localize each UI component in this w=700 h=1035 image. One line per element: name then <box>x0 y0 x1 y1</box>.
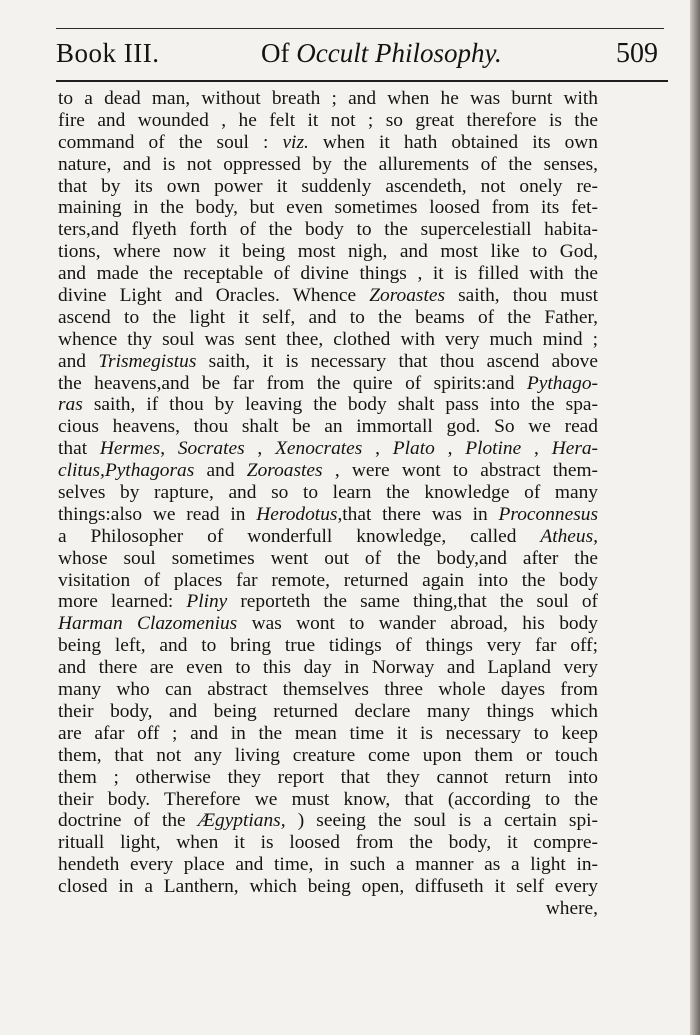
text-segment: rituall light, when it is loosed from the body, it compre- <box>58 832 598 854</box>
text-segment: to a dead man, without breath ; and when he was burnt with <box>58 88 598 109</box>
text-line <box>58 88 598 110</box>
italic-text: Hermes <box>99 438 161 460</box>
text-segment: hendeth every place and time, in such a manner as a light in- <box>58 854 598 876</box>
text-line <box>58 898 598 920</box>
italic-text: Herodotus <box>256 503 338 525</box>
text-segment: and <box>194 460 247 482</box>
text-line <box>58 854 598 876</box>
text-line <box>58 110 598 132</box>
text-segment: , <box>521 438 552 460</box>
text-segment: divine Light and Oracles. Whence <box>58 285 370 307</box>
text-line <box>58 767 598 789</box>
text-segment: , <box>362 438 393 460</box>
italic-text: Plato <box>392 438 435 460</box>
text-segment: things:also we read in <box>58 503 257 525</box>
text-line <box>58 329 598 351</box>
text-line <box>58 176 598 198</box>
text-line <box>58 876 598 898</box>
text-segment: and made the receptable of divine things , it is filled with the <box>58 263 598 285</box>
text-line <box>58 394 598 416</box>
text-segment: more learned: <box>58 591 187 613</box>
top-rule <box>56 28 664 29</box>
text-segment: whose soul sometimes went out of the body,and after the <box>58 547 598 569</box>
text-line <box>58 723 598 745</box>
text-line <box>58 307 598 329</box>
text-segment: when it hath obtained its own <box>308 131 598 153</box>
text-line <box>58 789 598 811</box>
text-line <box>58 263 598 285</box>
text-line <box>58 219 598 241</box>
text-segment: and there are even to this day in Norway and Lapland very <box>58 657 598 679</box>
text-line <box>58 745 598 767</box>
text-segment: nature, and is not oppressed by the allurements of the senses, <box>58 153 598 175</box>
text-segment: their body, and being returned declare many things which <box>58 700 598 722</box>
text-segment: tions, where now it being most nigh, and most like to God, <box>58 241 598 263</box>
text-segment: their body. Therefore we must know, that (according to the <box>58 788 598 810</box>
italic-text: clitus,Pythagoras <box>58 460 195 482</box>
text-line <box>58 482 598 504</box>
text-segment: saith, it is necessary that thou ascend above <box>196 350 598 372</box>
page-number: 509 <box>616 38 658 69</box>
running-header <box>56 30 664 76</box>
text-segment: many who can abstract themselves three whole dayes from <box>58 679 598 701</box>
text-line <box>58 657 598 679</box>
text-line <box>58 810 598 832</box>
text-line <box>58 613 598 635</box>
italic-text: Trismegistus <box>98 350 197 372</box>
text-line <box>58 591 598 613</box>
text-line <box>58 548 598 570</box>
body-text <box>58 88 598 920</box>
text-segment: ,that there was in <box>337 503 499 525</box>
text-line <box>58 504 598 526</box>
header-rule <box>56 80 668 82</box>
italic-text: Ægyptians, <box>197 810 286 832</box>
text-segment: being left, and to bring true tidings of things very far off; <box>58 635 598 657</box>
text-segment: command of the soul : <box>58 131 283 153</box>
text-segment: a Philosopher of wonderfull knowledge, called <box>58 525 541 547</box>
text-segment: visitation of places far remote, returned again into the body <box>58 569 598 591</box>
text-line <box>58 832 598 854</box>
text-line <box>58 197 598 219</box>
text-segment: doctrine of the <box>58 810 198 832</box>
running-title-italic: Occult Philosophy. <box>296 38 502 68</box>
italic-text: Atheus, <box>540 525 598 547</box>
italic-text: Pliny <box>186 591 228 613</box>
text-line <box>58 635 598 657</box>
text-segment: ) seeing the soul is a certain spi- <box>285 810 598 832</box>
text-segment: and <box>58 350 99 372</box>
italic-text: Hera- <box>551 438 599 460</box>
italic-text: Plotine <box>465 438 522 460</box>
text-segment: saith, if thou by leaving the body shalt pass into the spa- <box>82 394 598 416</box>
italic-text: Zoroastes <box>369 285 446 307</box>
text-segment: selves by rapture, and so to learn the knowledge of many <box>58 482 598 504</box>
text-segment: where, <box>545 897 598 919</box>
book-number: Book III. <box>56 38 160 68</box>
text-segment: them ; otherwise they report that they cannot return into <box>58 766 598 788</box>
text-segment: them, that not any living creature come upon them or touch <box>58 744 598 766</box>
text-segment: that <box>58 438 100 460</box>
italic-text: Xenocrates <box>275 438 363 460</box>
text-segment: , <box>434 438 466 460</box>
text-segment: closed in a Lanthern, which being open, diffuseth it self every <box>58 876 598 898</box>
text-line <box>58 132 598 154</box>
text-line <box>58 526 598 548</box>
page-edge-shadow <box>690 0 700 1035</box>
italic-text: Zoroastes <box>246 460 323 482</box>
text-segment: cious heavens, thou shalt be an immortall god. So we read <box>58 416 598 438</box>
text-segment: are afar off ; and in the mean time it is necessary to keep <box>58 722 598 744</box>
italic-text: ras <box>58 394 83 416</box>
running-title <box>261 38 502 69</box>
text-segment: , <box>244 438 276 460</box>
text-segment: the heavens,and be far from the quire of spirits:and <box>58 372 527 394</box>
italic-text: Socrates <box>177 438 245 460</box>
italic-text: Harman Clazomenius <box>58 613 238 635</box>
text-segment: that by its own power it suddenly ascendeth, not onely re- <box>58 175 598 197</box>
text-segment: ters,and flyeth forth of the body to the supercelestiall habita- <box>58 219 598 241</box>
text-segment: fire and wounded , he felt it not ; so great therefore is the <box>58 109 598 131</box>
text-line <box>58 460 598 482</box>
text-segment: was wont to wander abroad, his body <box>237 613 598 635</box>
text-line <box>58 351 598 373</box>
text-line <box>58 679 598 701</box>
italic-text: Proconnesus <box>498 503 598 525</box>
italic-text: Pythago- <box>526 372 598 394</box>
text-segment: ascend to the light it self, and to the beams of the Father, <box>58 306 598 328</box>
text-line <box>58 154 598 176</box>
text-line <box>58 373 598 395</box>
text-line <box>58 701 598 723</box>
text-line <box>58 241 598 263</box>
text-line <box>58 438 598 460</box>
text-line <box>58 285 598 307</box>
text-line <box>58 416 598 438</box>
text-segment: , were wont to abstract them- <box>322 460 598 482</box>
text-segment: saith, thou must <box>445 285 599 307</box>
italic-text: viz. <box>282 131 309 153</box>
text-segment: , <box>160 438 178 460</box>
text-segment: reporteth the same thing,that the soul of <box>227 591 598 613</box>
text-segment: maining in the body, but even sometimes loosed from its fet- <box>58 197 598 219</box>
running-title-prefix: Of <box>261 38 297 68</box>
text-line <box>58 570 598 592</box>
text-segment: whence thy soul was sent thee, clothed with very much mind ; <box>58 328 598 350</box>
